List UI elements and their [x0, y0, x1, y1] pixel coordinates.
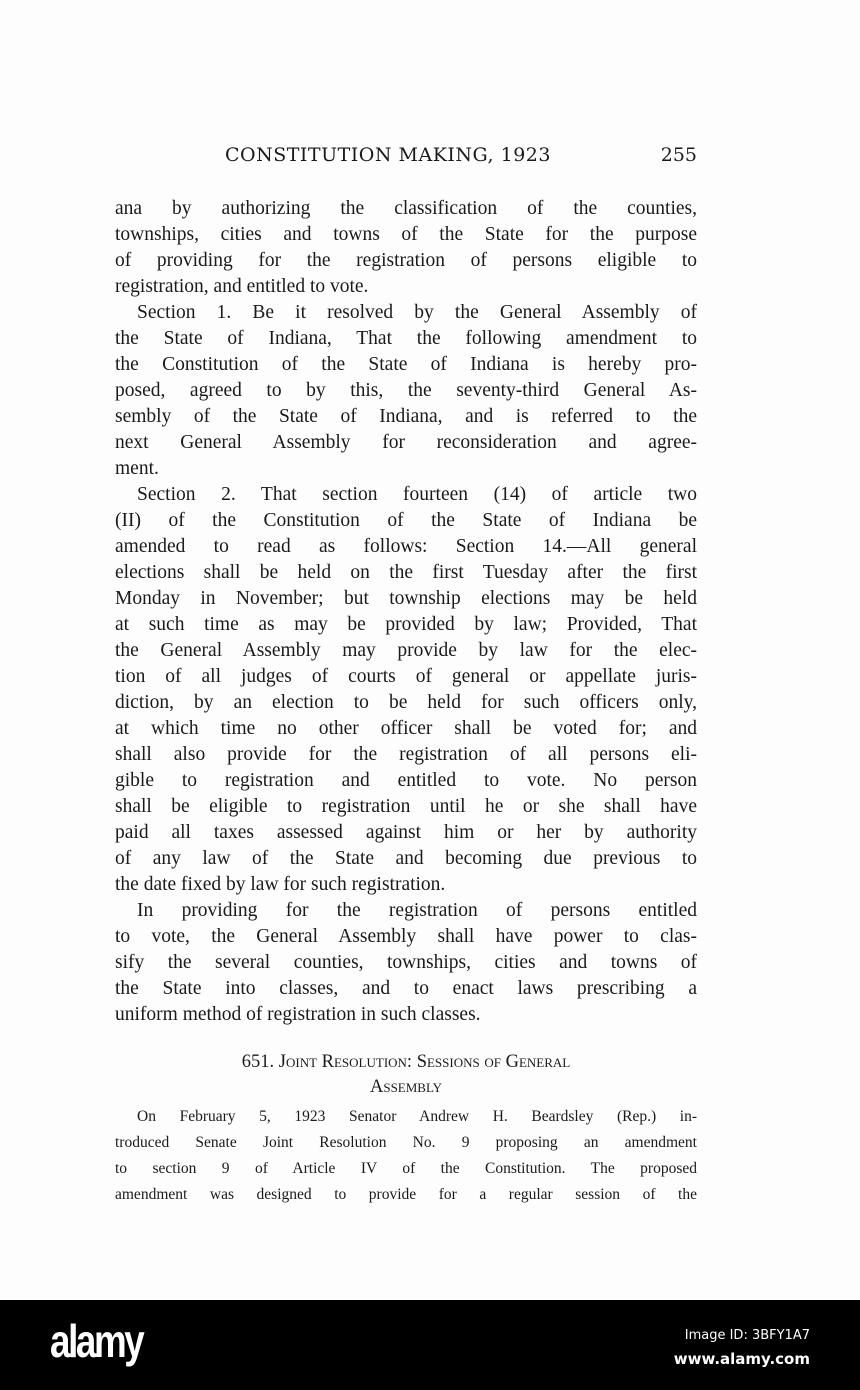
- text-line: shall also provide for the registration of all persons eli-: [115, 744, 697, 765]
- text-line: the State of Indiana, That the following amendment to: [115, 328, 697, 349]
- note-line: amendment was designed to provide for a regular session of the: [115, 1186, 697, 1203]
- text-line: next General Assembly for reconsideration and agree-: [115, 432, 697, 453]
- text-line: at such time as may be provided by law; Provided, That: [115, 614, 697, 635]
- text-line: of any law of the State and becoming due previous to: [115, 848, 697, 869]
- text-line: shall be eligible to registration until he or she shall have: [115, 796, 697, 817]
- note-line: to section 9 of Article IV of the Constitution. The proposed: [115, 1160, 697, 1177]
- running-header: [115, 144, 697, 172]
- text-line: the State into classes, and to enact laws prescribing a: [115, 978, 697, 999]
- image-id: Image ID: 3BFY1A7: [684, 1328, 810, 1343]
- text-line: gible to registration and entitled to vote. No person: [115, 770, 697, 791]
- text-line: registration, and entitled to vote.: [115, 276, 369, 297]
- alamy-logo: alamy: [50, 1315, 143, 1367]
- body-text: [115, 196, 697, 1028]
- site-url: www.alamy.com: [673, 1350, 810, 1368]
- text-line: diction, by an election to be held for such officers only,: [115, 692, 697, 713]
- text-line: the date fixed by law for such registration.: [115, 874, 446, 895]
- text-line: uniform method of registration in such classes.: [115, 1004, 481, 1025]
- text-line: sify the several counties, townships, cities and towns of: [115, 952, 697, 973]
- note-line: troduced Senate Joint Resolution No. 9 proposing an amendment: [115, 1134, 697, 1151]
- text-line: posed, agreed to by this, the seventy-third General As-: [115, 380, 697, 401]
- text-line: Monday in November; but township elections may be held: [115, 588, 697, 609]
- watermark-banner: [0, 1300, 860, 1390]
- text-line: the General Assembly may provide by law for the elec-: [115, 640, 697, 661]
- text-line: elections shall be held on the first Tuesday after the first: [115, 562, 697, 583]
- text-line: to vote, the General Assembly shall have power to clas-: [115, 926, 697, 947]
- text-line: tion of all judges of courts of general or appellate juris-: [115, 666, 697, 687]
- text-line: ment.: [115, 458, 159, 479]
- text-line: townships, cities and towns of the State for the purpose: [115, 224, 697, 245]
- text-line: the Constitution of the State of Indiana is hereby pro-: [115, 354, 697, 375]
- page-number: 255: [660, 144, 697, 166]
- text-line: (II) of the Constitution of the State of Indiana be: [115, 510, 697, 531]
- text-line: sembly of the State of Indiana, and is referred to the: [115, 406, 697, 427]
- section-heading-line: Assembly: [369, 1077, 443, 1097]
- text-line: Section 2. That section fourteen (14) of article two: [137, 484, 697, 505]
- text-line: at which time no other officer shall be voted for; and: [115, 718, 697, 739]
- editorial-note: [115, 1105, 697, 1209]
- text-line: Section 1. Be it resolved by the General Assembly of: [137, 302, 697, 323]
- section-heading-line: 651. Joint Resolution: Sessions of General: [241, 1052, 571, 1072]
- text-line: amended to read as follows: Section 14.—All general: [115, 536, 697, 557]
- note-line: On February 5, 1923 Senator Andrew H. Beardsley (Rep.) in-: [137, 1108, 697, 1125]
- running-title: CONSTITUTION MAKING, 1923: [225, 144, 551, 166]
- text-line: ana by authorizing the classification of the counties,: [115, 198, 697, 219]
- text-line: of providing for the registration of persons eligible to: [115, 250, 697, 271]
- text-line: In providing for the registration of persons entitled: [137, 900, 697, 921]
- section-heading: [115, 1050, 697, 1100]
- text-line: paid all taxes assessed against him or her by authority: [115, 822, 697, 843]
